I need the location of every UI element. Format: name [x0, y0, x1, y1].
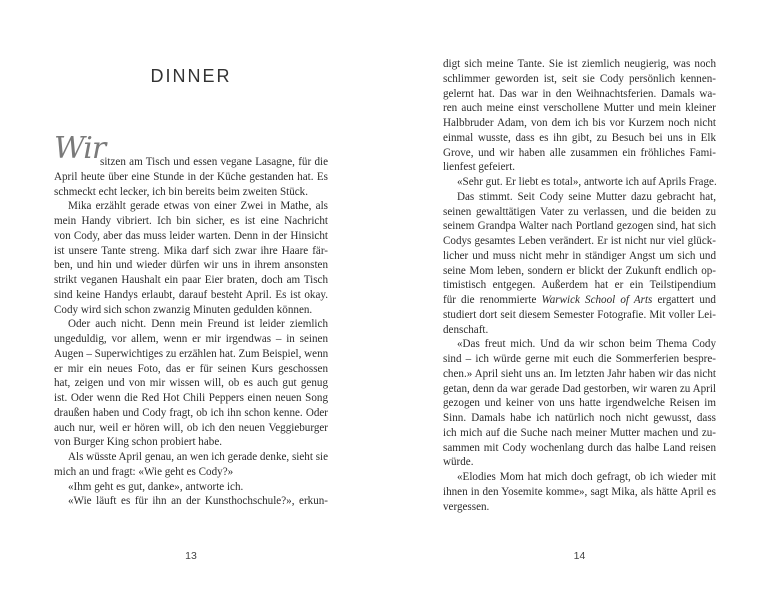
paragraph: [443, 190, 716, 338]
text-line: [443, 485, 716, 500]
text-line: [54, 131, 328, 170]
line-text: von Cody, aber das muss leider warten. Denn in der Hinsicht: [54, 229, 328, 242]
text-line: [443, 175, 716, 190]
line-text: «Sehr gut. Er liebt es total», antworte ich auf Aprils Frage.: [457, 176, 717, 188]
line-text: «Ihm geht es gut, danke», antworte ich.: [68, 480, 244, 493]
text-line: [443, 382, 716, 397]
left-page-text: [54, 131, 329, 509]
text-line: [54, 435, 328, 450]
text-line: [443, 455, 716, 470]
line-text: strikt veganen Haushalt ein paar Eier braten, doch am Tisch: [54, 274, 328, 286]
text-line: [443, 396, 716, 411]
text-line: [54, 288, 328, 303]
line-text: sammen mit Cody wochenlang durch das halbe Land reisen: [443, 441, 716, 454]
line-text: licher und muss nicht mehr in ständiger Angst um sich und: [443, 249, 716, 262]
line-text: timistisch entgegen. Außerdem hat er ein Teilstipendium: [443, 279, 716, 292]
text-line: [54, 214, 328, 229]
line-text: seine Mom leben, sondern er blickt der Zukunft endlich op-: [443, 264, 716, 277]
line-text: auch nur, weil er hören will, ob ich den neuen Veggieburger: [54, 421, 328, 434]
line-text: April heute über eine Stunde in der Küche gestanden hat. Es: [54, 170, 328, 183]
text-line: [443, 131, 716, 146]
text-line: [54, 332, 328, 347]
text-line: [443, 352, 716, 367]
line-text: schmeckt echt lecker, ich bin bereits beim zweiten Stück.: [54, 185, 309, 198]
paragraph: [443, 57, 716, 175]
line-text: von Burger King schon probiert habe.: [54, 436, 223, 449]
text-line: [54, 391, 328, 406]
text-line: [443, 87, 716, 102]
line-text: Halbbruder Adam, von dem ich bis vor Kurzem noch nicht: [443, 117, 716, 129]
line-text: draußen haben und Cody fragt, ob ich ihn schon kenne. Oder: [54, 406, 328, 419]
line-text: ist unsere Tante streng. Mika darf sich zwar ihre Haare fär-: [54, 244, 328, 257]
text-line: [54, 406, 328, 421]
text-line: [54, 170, 328, 185]
line-text: denschaft.: [443, 323, 489, 336]
paragraph: [54, 480, 328, 495]
text-line: [54, 273, 328, 288]
text-line: [443, 219, 716, 234]
line-text: ist. Oder wenn die Red Hot Chili Peppers einen neuen Song: [54, 392, 328, 404]
line-text: Grove, und wir haben alle zusammen ein fröhliches Fami-: [443, 146, 716, 159]
text-line: [443, 323, 716, 338]
text-line: [54, 199, 328, 214]
line-text: «Wie läuft es für ihn an der Kunsthochschule?», erkun-: [68, 495, 328, 508]
line-text: «Das freut mich. Und da wir schon beim Thema Cody: [457, 338, 716, 351]
line-text: für die renommierte: [443, 294, 542, 306]
text-line: [443, 470, 716, 485]
line-text: ren auch meine einst verschollene Mutter und mein kleiner: [443, 102, 716, 115]
paragraph: [443, 470, 716, 514]
text-line: [443, 249, 716, 264]
text-line: [443, 293, 716, 308]
text-line: [54, 229, 328, 244]
paragraph: [443, 337, 716, 470]
text-line: [443, 160, 716, 175]
text-line: [443, 337, 716, 352]
line-text: hat, zeigen und von mir wissen will, ob es auch gut genug: [54, 377, 328, 390]
line-text: digt sich meine Tante. Sie ist ziemlich neugierig, was noch: [443, 58, 716, 70]
text-line: [443, 411, 716, 426]
line-text: ich mich auf die Suche nach meiner Mutter machen und zu-: [443, 426, 716, 439]
text-line: [54, 185, 328, 200]
line-text: getan, denn da war gerade Dad gestorben, wir waren zu April: [443, 382, 716, 395]
line-text: würde.: [443, 456, 474, 469]
text-line: [443, 190, 716, 205]
paragraph: [443, 175, 716, 190]
text-line: [443, 500, 716, 515]
text-line: [443, 146, 716, 161]
text-line: [54, 317, 328, 332]
text-line: [443, 234, 716, 249]
text-line: [54, 244, 328, 259]
text-line: [54, 450, 328, 465]
line-text: Codys gesamtes Leben verändert. Er ist nicht nur viel glück-: [443, 235, 716, 247]
text-line: [54, 494, 328, 509]
text-line: [443, 426, 716, 441]
paragraph: [54, 199, 328, 317]
text-line: [443, 116, 716, 131]
line-text: schlimmer geworden ist, seit sie Cody persönlich kennen-: [443, 72, 716, 85]
line-text: Als wüsste April genau, an wen ich gerade denke, sieht sie: [68, 451, 329, 463]
line-text: gelernt hat. Das war in den Weihnachtsferien. Damals wa-: [443, 87, 716, 100]
line-text: seinem Grandpa Walter nach Portland gezogen sind, hat sich: [443, 220, 716, 233]
line-text: «Elodies Mom hat mich doch gefragt, ob ich wieder mit: [457, 471, 716, 483]
line-text: mich an und fragt: «Wie geht es Cody?»: [54, 465, 234, 478]
line-text: ihnen in den Yosemite komme», sagt Mika, als hätte April es: [443, 485, 716, 498]
paragraph: [54, 450, 328, 480]
line-text: mein Handy vibriert. Ich bin sicher, es ist eine Nachricht: [54, 215, 328, 227]
text-line: [443, 72, 716, 87]
italic-title: Warwick School of Arts: [541, 294, 653, 306]
paragraph: [54, 131, 328, 199]
line-text: ben, und hin und wieder dürfen wir uns in ihrem ansonsten: [54, 259, 328, 272]
line-text: chen.» April sieht uns an. Im letzten Jahr haben wir das nicht: [443, 367, 716, 380]
chapter-title: DINNER: [150, 66, 232, 86]
line-text: Oder auch nicht. Denn mein Freund ist leider ziemlich: [68, 318, 328, 331]
text-line: [54, 362, 328, 377]
paragraph: [54, 494, 328, 509]
text-line: [443, 367, 716, 382]
line-text: lienfest gefeiert.: [443, 161, 516, 174]
right-page-text: [443, 57, 716, 514]
drop-cap: Wir: [54, 131, 106, 166]
line-text: gezogen und keiner von uns hatte irgendwelche Reisen im: [443, 397, 716, 410]
line-text: sitzen am Tisch und essen vegane Lasagne, für die: [100, 156, 328, 168]
line-text: sind – ich würde gerne mit euch die Sommerferien bespre-: [443, 353, 716, 365]
line-text: Cody wird sich schon zwanzig Minuten gedulden können.: [54, 303, 313, 316]
line-text: er mir ein neues Foto, das er für seinen Kurs geschossen: [54, 362, 328, 375]
line-text: Sinn. Damals habe ich natürlich noch nicht gewusst, dass: [443, 412, 716, 424]
text-line: [54, 465, 328, 480]
text-line: [54, 421, 328, 436]
text-line: [54, 376, 328, 391]
text-line: [443, 308, 716, 323]
page-number-right: 14: [573, 550, 586, 562]
line-text: ergattert und: [652, 294, 716, 306]
text-line: [443, 441, 716, 456]
right-page: [443, 0, 716, 600]
text-line: [54, 480, 328, 495]
line-text: sind keine Handys erlaubt, darauf besteht April. Es ist okay.: [54, 288, 328, 301]
page-number-left: 13: [185, 550, 197, 562]
line-text: einmal wusste, dass es ihn gibt, zu Besuch bei uns in Elk: [443, 131, 716, 144]
line-text: ungeduldig, vor allem, wenn er mir irgendwas – in seinen: [54, 333, 328, 345]
text-line: [54, 347, 328, 362]
line-text: Mika erzählt gerade etwas von einer Zwei in Mathe, als: [68, 200, 328, 213]
paragraph: [54, 317, 328, 450]
text-line: [443, 101, 716, 116]
text-line: [54, 258, 328, 273]
line-text: Das stimmt. Seit Cody seine Mutter dazu gebracht hat,: [457, 190, 716, 203]
text-line: [443, 264, 716, 279]
line-text: studiert dort seit diesem Semester Fotografie. Mit voller Lei-: [443, 308, 716, 321]
line-text: vergessen.: [443, 500, 490, 513]
text-line: [443, 278, 716, 293]
text-line: [54, 303, 328, 318]
left-page: [54, 0, 328, 600]
line-text: Augen – Superwichtiges zu erzählen hat. Zum Beispiel, wenn: [54, 347, 329, 360]
line-text: seinen gewalttätigen Vater zu verlassen, und die beiden zu: [443, 205, 716, 218]
text-line: [443, 57, 716, 72]
text-line: [443, 205, 716, 220]
